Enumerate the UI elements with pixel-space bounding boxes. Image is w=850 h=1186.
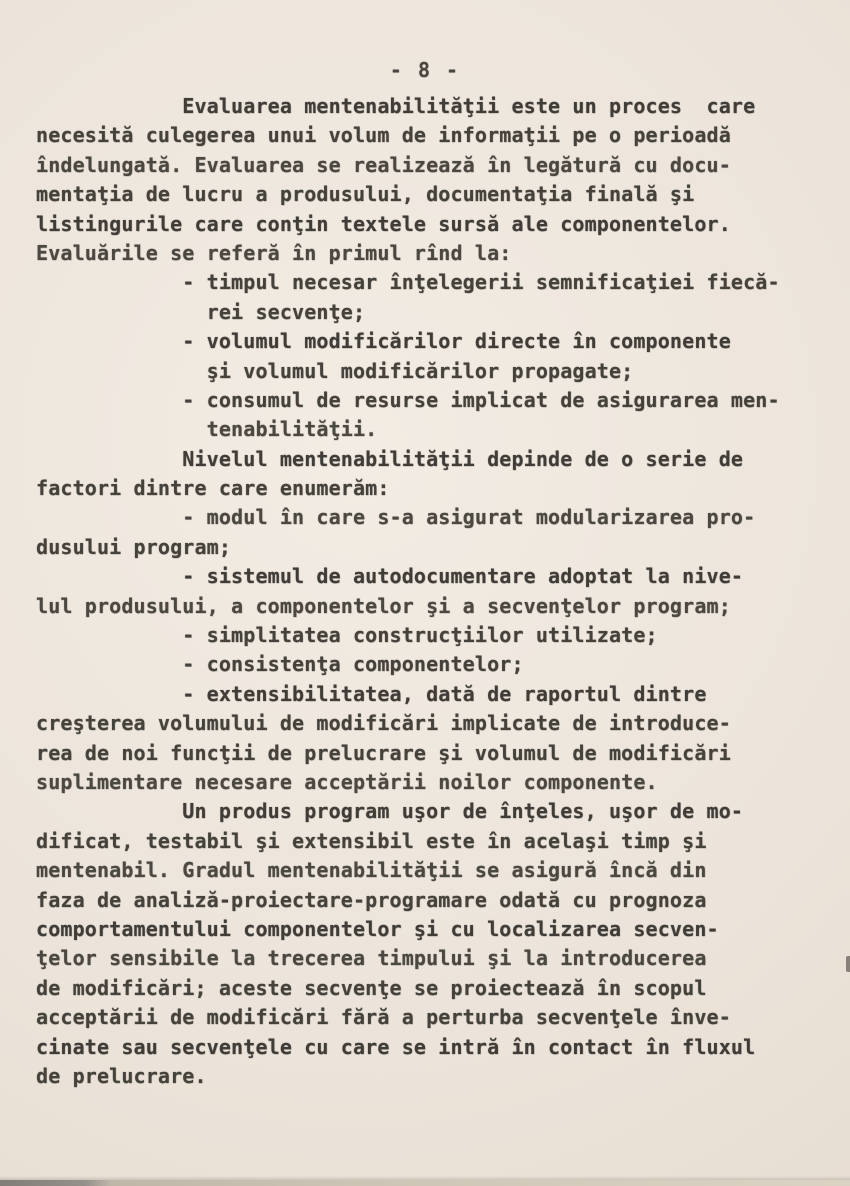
text-line: dusului program; xyxy=(36,534,232,559)
text-line: de modificări; aceste secvenţe se proiectează în scopul xyxy=(36,975,707,1000)
text-line: lul produsului, a componentelor şi a secvenţelor program; xyxy=(36,593,731,618)
text-line: tenabilităţii. xyxy=(36,417,378,442)
scan-edge-mark xyxy=(846,956,850,972)
text-line: de prelucrare. xyxy=(36,1063,207,1088)
text-line: rea de noi funcţii de prelucrare şi volumul de modificări xyxy=(36,740,731,765)
text-line: - simplitatea construcţiilor utilizate; xyxy=(36,623,658,648)
document-body xyxy=(36,92,826,1091)
text-line: - consistenţa componentelor; xyxy=(36,652,524,677)
text-line: - modul în care s-a asigurat modularizarea pro- xyxy=(36,505,756,530)
text-line: rei secvenţe; xyxy=(36,299,366,324)
page-number: - 8 - xyxy=(389,58,461,82)
text-line: - consumul de resurse implicat de asigurarea men- xyxy=(36,387,780,412)
text-line: Nivelul mentenabilităţii depinde de o serie de xyxy=(36,446,744,471)
text-line: Evaluările se referă în primul rînd la: xyxy=(36,240,512,265)
text-line: - sistemul de autodocumentare adoptat la nive- xyxy=(36,564,744,589)
text-line: dificat, testabil şi extensibil este în acelaşi timp şi xyxy=(36,828,707,853)
text-line: mentenabil. Gradul mentenabilităţii se asigură încă din xyxy=(36,858,707,883)
text-line: suplimentare necesare acceptării noilor componente. xyxy=(36,769,658,794)
text-line: - timpul necesar înţelegerii semnificaţiei fiecă- xyxy=(36,270,780,295)
text-line: Evaluarea mentenabilităţii este un proces care xyxy=(36,94,756,118)
text-line: creşterea volumului de modificări implicate de introduce- xyxy=(36,711,731,736)
text-line: Un produs program uşor de înţeles, uşor de mo- xyxy=(36,799,744,824)
text-line: îndelungată. Evaluarea se realizează în legătură cu docu- xyxy=(36,152,731,177)
text-line: factori dintre care enumerăm: xyxy=(36,476,390,501)
text-line: necesită culegerea unui volum de informaţii pe o perioadă xyxy=(36,123,731,148)
text-line: comportamentului componentelor şi cu localizarea secven- xyxy=(36,916,719,941)
text-line: listingurile care conţin textele sursă ale componentelor. xyxy=(36,211,731,236)
text-line: faza de analiză-proiectare-programare odată cu prognoza xyxy=(36,887,707,912)
text-line: - extensibilitatea, dată de raportul dintre xyxy=(36,681,707,706)
text-line: şi volumul modificărilor propagate; xyxy=(36,358,634,383)
scan-bottom-edge xyxy=(0,1180,850,1186)
text-line: cinate sau secvenţele cu care se intră în contact în fluxul xyxy=(36,1034,756,1059)
text-line: mentaţia de lucru a produsului, documentaţia finală şi xyxy=(36,182,695,207)
text-line: acceptării de modificări fără a perturba secvenţele înve- xyxy=(36,1005,731,1030)
text-line: - volumul modificărilor directe în componente xyxy=(36,329,731,354)
text-line: ţelor sensibile la trecerea timpului şi la introducerea xyxy=(36,946,707,971)
